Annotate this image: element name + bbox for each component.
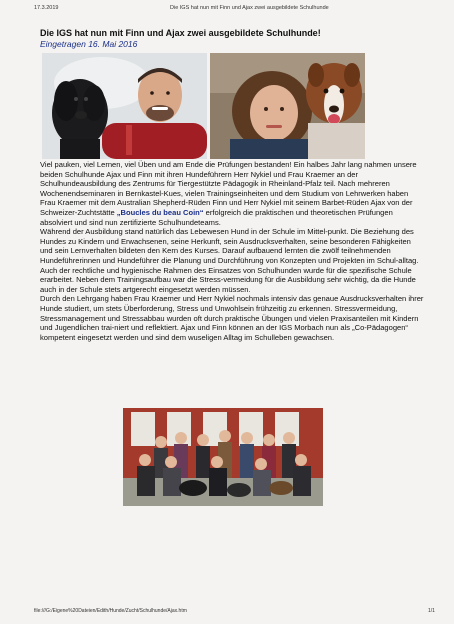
photo-course-group-drawing — [123, 408, 323, 506]
paragraph-text: erfolgreich die praktischen und theoretischen Prüfungen absolviert und sind nun zertifizierte Schulhundeteams. — [40, 207, 393, 227]
photo-course-group — [123, 408, 323, 506]
article-date: Eingetragen 16. Mai 2016 — [40, 39, 138, 49]
article-paragraph: Während der Ausbildung stand natürlich das Lebewesen Hund in der Schule im Mittel-punkt. Die Beziehung des Hundes zu Kindern und Erwachsenen, seine Herkunft, sein Ausdrucksverhalten, seine besonderen Fähigkeiten und sein Lernverhalten bildeten den Kern des Kurses. Darauf aufbauend lernten die zwölf teilnehmenden Hundeführerinnen und Hundeführer die Planung und Durchführung von Konzepten und Projekten im Schul-alltag. Auch der rechtliche und hygienische Rahmen des Einsatzes von Schulhunden wurde für die spezifische Schule erarbeitet. Neben dem Trainingsaufbau war die Stress-vermeidung für die Ausbildung sehr wichtig, da die Hunde auch in der Schule stets artgerecht eingesetzt werden müssen. — [40, 227, 419, 294]
print-header-date: 17.3.2019 — [34, 5, 59, 11]
photo-finn-with-handler — [210, 53, 365, 159]
photo-finn-with-handler-drawing — [210, 53, 365, 159]
breeder-name: „Boucles du beau Coin“ — [116, 207, 204, 217]
article-header — [40, 28, 420, 50]
article-paragraph — [40, 160, 424, 227]
photo-ajax-with-handler-drawing — [42, 53, 207, 159]
article-body — [40, 160, 424, 342]
photo-ajax-with-handler — [42, 53, 207, 159]
paragraph-text: Viel pauken, viel Lernen, viel Üben und am Ende die Prüfungen bestanden! Ein halbes Jahr lang nahmen unsere beiden Schulhunde Ajax und Finn mit ihren Hundeführern Herr Nykiel und Frau Kraemer an der Schulhundeausbildung des Zentrums für Tiergestützte Pädagogik in Rheinland-Pfalz teil. Nach mehreren Wochenendseminaren in Bernkastel-Kues, vielen Trainingseinheiten und dem Studium von Lehrwerken haben Frau Kraemer mit dem Australian Shepherd-Rüden Finn und Herr Nykiel mit seinem Barbet-Rüden Ajax von der Schweizer-Zuchtstätte — [40, 160, 417, 217]
article-title: Die IGS hat nun mit Finn und Ajax zwei ausgebildete Schulhunde! — [40, 28, 321, 38]
print-footer-page-number: 1/1 — [428, 608, 435, 614]
print-header-title: Die IGS hat nun mit Finn und Ajax zwei ausgebildete Schulhunde — [170, 5, 329, 11]
print-footer-path: file:///G:/Eigene%20Dateien/Edith/Hunde/Zucht/Schulhunde/Ajax.htm — [34, 608, 187, 614]
article-paragraph: Durch den Lehrgang haben Frau Kraemer und Herr Nykiel nochmals intensiv das genaue Ausdrucksverhalten ihrer Hunde studiert, um stets Überforderung, Stress und Unwohlsein frühzeitig zu erkennen. Stressvermeidung, Stressmanagement und Stressabbau wurden oft durch praktische Übungen und vielen Praxisanteilen mit Kindern und Jugendlichen trai-niert und reflektiert. Ajax und Finn können an der IGS Morbach nun als „Co-Pädagogen“ kompetent eingesetzt werden und sind dem wuseligen Alltag im Schulleben gewachsen. — [40, 294, 424, 342]
